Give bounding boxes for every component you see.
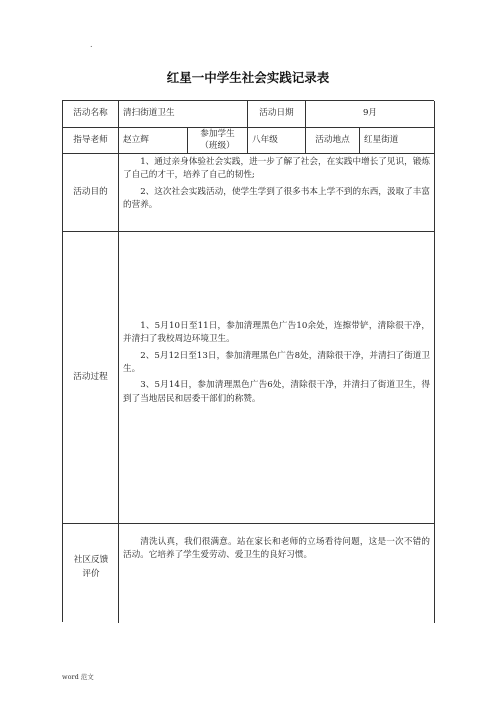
record-table: [62, 100, 434, 622]
feedback-label-cell: [63, 524, 119, 623]
feedback-paragraph-1: 清洗认真，我们很满意。站在家长和老师的立场看待问题，这是一次不错的活动。它培养了学生爱劳动、爱卫生的良好习惯。: [123, 537, 430, 561]
teacher-label: 指导老师: [63, 128, 119, 154]
activity-date-label: 活动日期: [248, 101, 306, 128]
student-value: 八年级: [248, 128, 306, 154]
activity-date-value: 9月: [306, 101, 435, 128]
place-value: 红星街道: [360, 128, 435, 154]
purpose-paragraph-2: 2、这次社会实践活动，使学生学到了很多书本上学不到的东西，汲取了丰富的营养。: [123, 186, 430, 210]
process-paragraph-2: 2、5月12日至13日，参加清理黑色广告8处，清除很干净，并清扫了街道卫生。: [123, 350, 430, 374]
process-content: [119, 232, 435, 524]
purpose-label: 活动目的: [63, 154, 119, 232]
page-title: 红星一中学生社会实践记录表: [166, 70, 330, 85]
activity-name-label: 活动名称: [63, 101, 119, 128]
feedback-content: [119, 524, 435, 623]
process-paragraph-3: 3、5月14日，参加清理黑色广告6处，清除很干净，并清扫了街道卫生，得到了当地居民和居委干部们的称赞。: [123, 380, 430, 404]
purpose-content: [119, 154, 435, 232]
student-label: 参加学生（班级）: [188, 128, 248, 154]
process-label: 活动过程: [63, 232, 119, 524]
feedback-label: 社区反馈评价: [73, 555, 109, 579]
teacher-value: 赵立辉: [119, 128, 188, 154]
process-paragraph-1: 1、5月10日至11日，参加清理黑色广告10余处，连擦带铲，清除很干净，并清扫了我校周边环境卫生。: [123, 321, 430, 345]
header-dot: .: [90, 40, 93, 49]
purpose-paragraph-1: 1、通过亲身体验社会实践，进一步了解了社会，在实践中增长了见识，锻炼了自己的才干，培养了自己的韧性;: [123, 157, 430, 181]
footer-text: word 范文: [62, 673, 94, 681]
activity-name-value: 清扫街道卫生: [119, 101, 248, 128]
place-label: 活动地点: [306, 128, 360, 154]
